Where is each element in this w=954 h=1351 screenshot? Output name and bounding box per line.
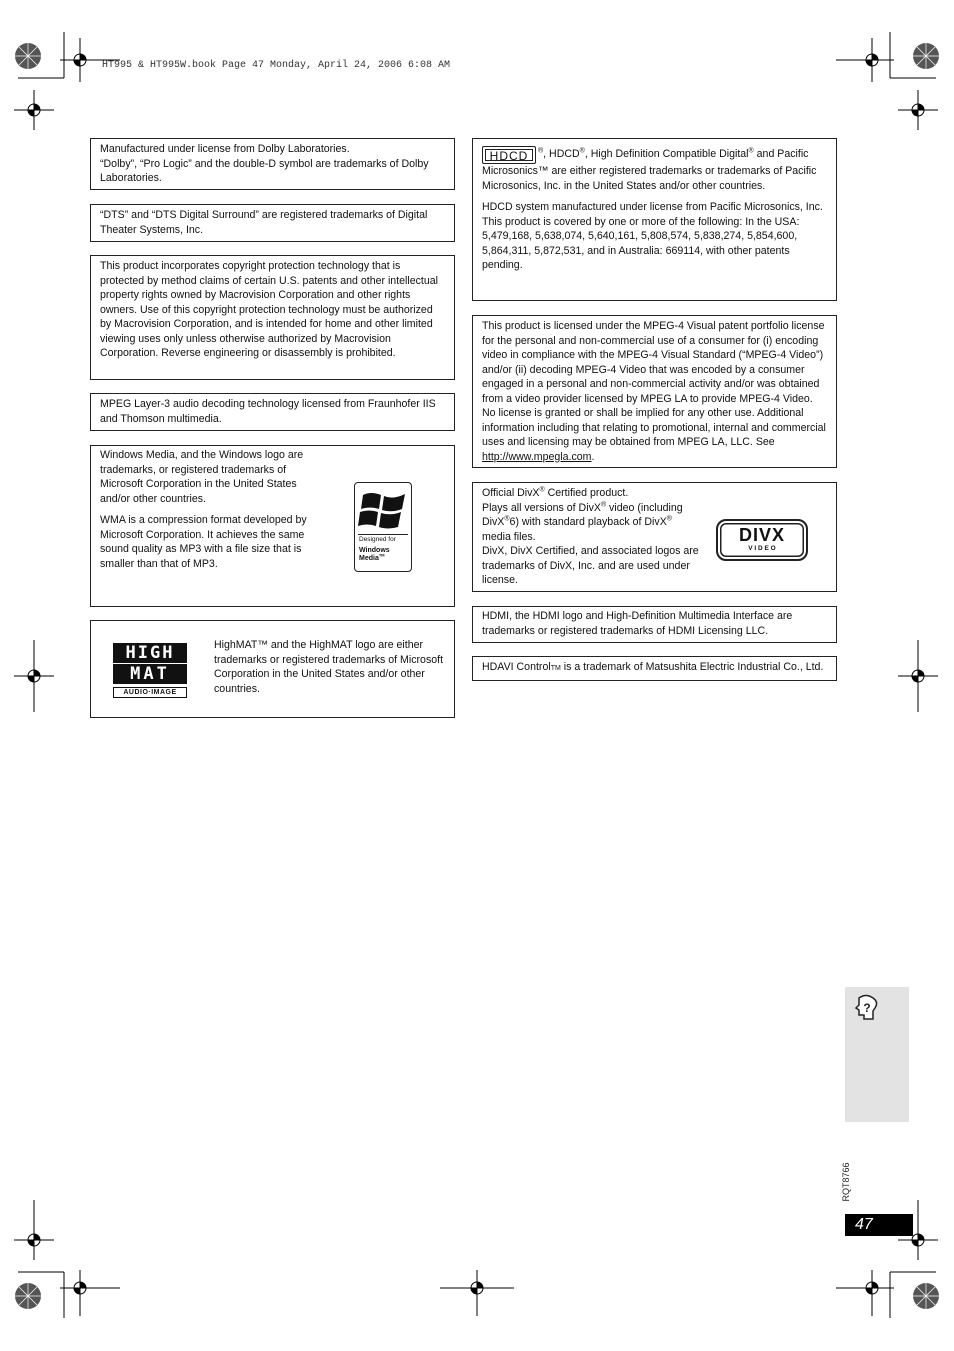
divx-text-2c: 6) with standard playback of DivX <box>509 516 667 528</box>
divx-notice <box>472 482 837 592</box>
highmat-logo-audio-image: AUDIO·IMAGE <box>113 687 187 698</box>
highmat-logo <box>113 643 187 699</box>
divx-line3: DivX, DivX Certified, and associated logos are trademarks of DivX, Inc. and are used under license. <box>482 545 699 586</box>
windows-media-notice <box>90 445 455 607</box>
windows-media-text: Windows Media, and the Windows logo are trademarks, or registered trademarks of Microsoft Corporation in the United States and/or other countries. <box>100 449 304 505</box>
mpeg-layer3-text: MPEG Layer-3 audio decoding technology licensed from Fraunhofer IIS and Thomson multimedia. <box>100 398 436 425</box>
section-tab <box>845 987 909 1122</box>
highmat-logo-high: HIGH <box>113 643 187 663</box>
hdcd-text-a: , HDCD <box>543 148 580 160</box>
windows-logo-tm: TM <box>378 552 385 558</box>
question-head-icon <box>851 993 881 1023</box>
wma-text: WMA is a compression format developed by Microsoft Corporation. It achieves the same sound quality as MP3 with a file size that is smaller than that of MP3. <box>100 514 307 570</box>
divx-text-1a: Official DivX <box>482 487 540 499</box>
divx-line1 <box>482 486 702 501</box>
highmat-notice <box>90 620 455 718</box>
hdavi-text <box>482 660 827 677</box>
mpeg4-end: . <box>591 450 595 463</box>
highmat-logo-mat: MAT <box>113 664 187 684</box>
hdavi-text-b: is a trademark of Matsushita Electric Industrial Co., Ltd. <box>560 661 824 673</box>
divx-reg-3: ® <box>504 515 510 523</box>
dts-text: “DTS” and “DTS Digital Surround” are registered trademarks of Digital Theater Systems, Inc. <box>100 209 428 236</box>
hdcd-reg-1: ® <box>579 147 585 155</box>
divx-logo-video: V I D E O <box>748 545 776 552</box>
hdmi-notice <box>472 606 837 643</box>
divx-reg-2: ® <box>600 500 607 508</box>
dolby-line1: Manufactured under license from Dolby Laboratories. <box>100 143 350 155</box>
mpeg4-notice <box>472 315 837 468</box>
windows-logo-designed: Designed for <box>359 536 396 543</box>
hdcd-notice <box>472 138 837 301</box>
hdavi-notice <box>472 656 837 681</box>
divx-reg-1: ® <box>539 486 545 494</box>
divx-logo-text: DIVX <box>738 525 785 545</box>
macrovision-text: This product incorporates copyright protection technology that is protected by method claims of certain U.S. patents and other intellectual property rights owned by Macrovision Corporation and other rights owners. Use of this copyright protection technology must be authorized by Macrovision Corporation, and is intended for home and other limited viewing uses only unless otherwise authorized by Macrovision Corporation. Reverse engineering or disassembly is prohibited. <box>100 260 439 359</box>
print-header: HT995 & HT995W.book Page 47 Monday, April 24, 2006 6:08 AM <box>102 60 451 71</box>
hdcd-patents: HDCD system manufactured under license from Pacific Microsonics, Inc. This product is covered by one or more of the following: In the USA: 5,479,168, 5,638,074, 5,640,161, 5,808,574, 5,838,274, 5,854,600, 5,864,311, 5,872,531, and in Australia: 669114, with other patents pending. <box>482 201 823 271</box>
mpegla-link[interactable]: http://www.mpegla.com <box>482 450 592 463</box>
hdcd-logo-text: HDCD <box>489 149 529 163</box>
mpeg4-text: This product is licensed under the MPEG-4 Visual patent portfolio license for the personal and non-commercial use of a consumer for (i) encoding video in compliance with the MPEG-4 Visual Standard (“MPEG-4 Video”) and/or (ii) decoding MPEG-4 Video that was encoded by a consumer engaged in a personal and non-commercial activity and/or was obtained from a video provider licensed by MPEG LA to provide MPEG-4 Video. No license is granted or shall be implied for any other use. Additional information including that relating to promotional, internal and commercial uses and licensing may be obtained from MPEG LA, LLC. See <box>482 320 826 448</box>
divx-text-2b: video (including DivX <box>482 501 683 528</box>
svg-text:?: ? <box>863 1001 871 1015</box>
macrovision-notice <box>90 255 455 380</box>
hdcd-paragraph <box>482 146 827 193</box>
dts-notice <box>90 204 455 242</box>
mpeg4-paragraph <box>482 319 827 464</box>
divx-text-2d: media files. <box>482 530 536 543</box>
mpeg-layer3-notice <box>90 393 455 431</box>
hdavi-tm: TM <box>550 665 561 672</box>
dolby-line2: “Dolby”, “Pro Logic” and the double-D symbol are trademarks of Dolby Laboratories. <box>100 157 429 184</box>
windows-flag-icon <box>357 485 411 533</box>
hdcd-text-c: and Pacific Microsonics™ are either registered trademarks or trademarks of Pacific Microsonics, Inc. in the United States and/or other countries. <box>482 148 817 192</box>
page-number: 47 <box>845 1214 913 1236</box>
hdcd-logo <box>482 146 536 164</box>
hdavi-text-a: HDAVI Control <box>482 661 551 673</box>
dolby-notice <box>90 138 455 190</box>
windows-media-logo <box>354 482 412 572</box>
divx-text-1b: Certified product. <box>544 487 629 499</box>
divx-line2 <box>482 501 702 545</box>
document-code: RQT8766 <box>841 1162 851 1202</box>
hdmi-text: HDMI, the HDMI logo and High-Definition Multimedia Interface are trademarks or registered trademarks of HDMI Licensing LLC. <box>482 610 793 637</box>
highmat-text: HighMAT™ and the HighMAT logo are either trademarks or registered trademarks of Microsoft Corporation in the United States and/or other countries. <box>214 639 444 695</box>
divx-text-2a: Plays all versions of DivX <box>482 501 601 514</box>
windows-logo-media: Media <box>359 555 379 562</box>
hdcd-text-b: , High Definition Compatible Digital <box>584 148 749 160</box>
divx-reg-4: ® <box>666 515 672 523</box>
windows-logo-windows: Windows <box>359 547 390 554</box>
divx-logo <box>716 519 808 561</box>
hdcd-logo-reg: ® <box>538 147 544 155</box>
hdcd-reg-2: ® <box>748 147 754 155</box>
